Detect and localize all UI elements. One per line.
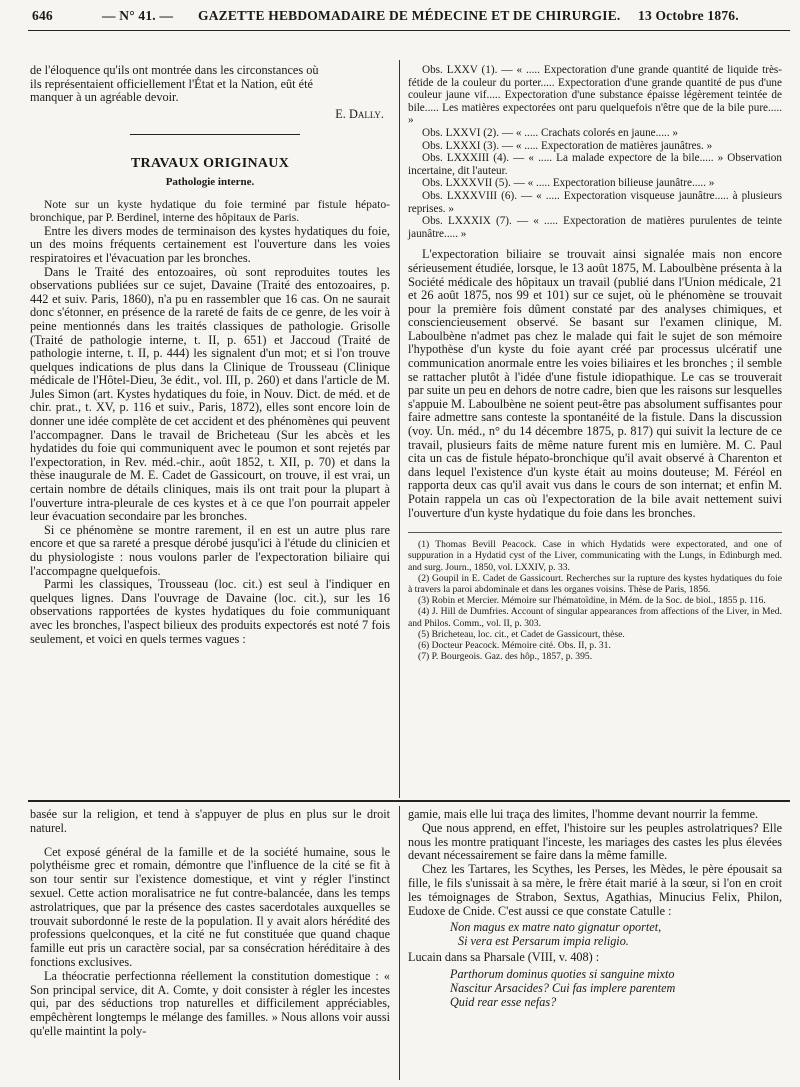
intro-line: ils représentaient officiellement l'État et la Nation, eût été	[30, 76, 313, 91]
journal-title: GAZETTE HEBDOMADAIRE DE MÉDECINE ET DE CHIRURGIE.	[198, 8, 621, 23]
article-paragraph: Dans le Traité des entozoaires, où sont reproduites toutes les observations publiées sur ce sujet, Davaine (Traité des entozoaires, p. 442 et suiv. Paris, 1860), n'a pu en rassembler que 16 cas. On ne saurait donc s'étonner, en présence de la rareté de faits de ce genre, de les voir à peine mentionnés dans les traités classiques de pathologie. Grisolle (Traité de pathologie interne, t. II, p. 651) et Jaccoud (Traité de pathologie interne, t. II, p. 444) les signalent d'un mot; et si l'on trouve quelques indications de plus dans la Clinique de Trousseau (Clinique médicale de l'Hôtel-Dieu, 3e édit., vol. III, p. 260) et dans l'article de M. Jules Simon (art. Kystes hydatiques du foie, in Nouv. Dict. de méd. et de chir. prat., t. XV, p. 116 et suiv., Paris, 1872), elles sont encore loin de donner une idée complète de cet accident et des phénomènes qui peuvent l'accompagner. Dans le travail de Bricheteau (Sur les abcès et les hydatides du foie qui communiquent avec le poumon et sont rejetés par l'expectoration, in Rev. méd.-chir., août 1852, t. XII, p. 70) et dans la thèse inaugurale de M. E. Cadet de Gassicourt, on trouve, il est vrai, un certain nombre de détails cliniques, mais ils ont trait pour la plupart à l'ouverture intra-pleurale de ces kystes et à ce que l'on pourrait appeler leur évacuation secondaire par les bronches.	[30, 264, 390, 524]
observations-list	[408, 64, 782, 240]
footnote: (2) Goupil in E. Cadet de Gassicourt. Recherches sur la rupture des kystes hydatiques du foie à travers la paroi abdominale et dans les organes voisins. Thèse de Paris, 1856.	[408, 572, 782, 595]
footnote: (1) Thomas Bevill Peacock. Case in which Hydatids were expectorated, and one of suppuration in a Hydatid cyst of the Liver, communicating with the Lungs, in Edinburgh med. and surg. Journ., 1850, vol. LXXIV, p. 33.	[408, 539, 782, 573]
article-paragraph: Si ce phénomène se montre rarement, il en est un autre plus rare encore et que sa rareté a presque dérobé jusqu'ici à l'étude du clinicien et du physiologiste : nous voulons parler de l'expectoration biliaire qui l'accompagne quelquefois.	[30, 522, 390, 578]
quote-line: Parthorum dominus quoties si sanguine mixto	[450, 967, 675, 982]
feuilleton-left	[30, 808, 390, 1039]
article-title: Note sur un kyste hydatique du foie terminé par fistule hépato-bronchique, par P. Berdinel, interne des hôpitaux de Paris.	[30, 197, 390, 225]
article-paragraph: Parmi les classiques, Trousseau (loc. cit.) est seul à l'indiquer en quelques lignes. Dans l'ouvrage de Davaine (loc. cit.), sur les 16 observations rapportées de kystes hydatiques du foie communiquant avec les bronches, l'aspect bilieux des produits expectorés est noté 7 fois seulement, et voici en quels termes vagues :	[30, 577, 390, 646]
signature: E. Dally.	[335, 106, 384, 121]
observation: Obs. LXXXIII (4). — « ..... La malade expectore de la bile..... » Observation incertaine, dit l'auteur.	[408, 152, 782, 177]
section-title: TRAVAUX ORIGINAUX	[130, 156, 290, 172]
feuilleton-paragraph: gamie, mais elle lui traça des limites, l'homme devant nourrir la femme.	[408, 807, 759, 821]
section-rule	[130, 134, 300, 135]
quote-line: Non magus ex matre nato gignatur oportet,	[450, 920, 662, 935]
feuilleton-paragraph: La théocratie perfectionna réellement la constitution domestique : « Son principal service, dit A. Comte, y doit consister à régler les incestes qui, par des séductions trop naturelles et difficilement appréciables, empêchèrent longtemps le mélange des familles. » Nous allons voir aussi qu'elle maintint la poly-	[30, 968, 390, 1038]
observation: Obs. LXXXIX (7). — « ..... Expectoration de matières purulentes de teinte jaunâtre..... »	[408, 215, 782, 240]
feuilleton-divider	[399, 806, 400, 1080]
quote-catulle	[408, 920, 782, 948]
column-divider	[399, 60, 400, 798]
page-number: 646	[32, 8, 53, 23]
article-paragraph: Entre les divers modes de terminaison des kystes hydatiques du foie, un des moins fréquents certainement est l'ouverture dans les voies respiratoires et l'évacuation par les bronches.	[30, 223, 390, 265]
issue-date: 13 Octobre 1876.	[638, 8, 739, 23]
article-paragraph: L'expectoration biliaire se trouvait ainsi signalée mais non encore sérieusement étudiée, lorsque, le 13 août 1875, M. Laboulbène présenta à la Société médicale des hôpitaux un travail (publié dans l'Union médicale, 21 et 26 août 1875, nos 99 et 101) sur ce sujet, où le phénomène se trouvait pour la première fois dûment constaté par des analyses chimiques, et consciencieusement observé. Se basant sur l'examen clinique, M. Laboulbène n'admet pas chez le malade qui fait le sujet de son mémoire l'hypothèse d'un kyste du foie ayant créé par processus ulcératif une communication anormale entre les voies biliaires et les bronches ; il semble se rattacher plutôt à l'idée d'une fistule idiopathique. Le cas se trouverait par suite un peu en dehors de notre cadre, bien que les raisons sur lesquelles s'appuie M. Laboulbène ne soient peut-être pas absolument suffisantes pour faire admettre sans conteste la spontanéité de la fistule. Dans la discussion (voy. Un. méd., n° du 14 décembre 1875, p. 817) qui suivit la lecture de ce travail, plusieurs faits de même nature furent mis en lumière. M. C. Paul cita un cas de fistule hépato-bronchique qu'il avait observé à Charenton et dans lequel l'existence d'un kyste était au moins douteuse; M. Féréol en rapporta deux cas qu'il avait vus dans le cours de son internat; et enfin M. Potain rappela un cas où l'expectoration de la bile avait nettement suivi l'ouverture d'un kyste hydatique du foie dans les bronches.	[408, 247, 782, 520]
footnote: (4) J. Hill de Dumfries. Account of singular appearances from affections of the Liver, in Med. and Philos. Comm., vol. II, p. 303.	[408, 606, 782, 629]
footnotes	[408, 532, 782, 662]
feuilleton-rule	[28, 800, 790, 802]
intro-line: de l'éloquence qu'ils ont montrée dans les circonstances où	[30, 63, 319, 77]
section-subtitle: Pathologie interne.	[165, 175, 255, 188]
footnote: (5) Bricheteau, loc. cit., et Cadet de Gassicourt, thèse.	[418, 628, 625, 640]
left-column	[30, 64, 390, 646]
footnote: (3) Robin et Mercier. Mémoire sur l'hématoïdine, in Mém. de la Soc. de biol., 1855 p. 116.	[418, 595, 766, 607]
feuilleton-paragraph: basée sur la religion, et tend à s'appuyer de plus en plus sur le droit naturel.	[30, 807, 390, 835]
issue-number: — N° 41. —	[102, 8, 174, 23]
feuilleton-right	[408, 808, 782, 1009]
lucain-line: Lucain dans sa Pharsale (VIII, v. 408) :	[408, 950, 600, 965]
feuilleton-paragraph: Que nous apprend, en effet, l'histoire sur les peuples astrolatriques? Elle nous les montre pratiquant l'inceste, les mariages des castes les plus élevées devant nécessairement se faire dans la même famille.	[408, 820, 782, 863]
observation: Obs. LXXXVII (5). — « ..... Expectoration bilieuse jaunâtre..... »	[422, 177, 715, 190]
feuilleton-paragraph: Chez les Tartares, les Scythes, les Perses, les Mèdes, le père épousait sa fille, le fils s'unissait à sa mère, le frère était marié à la sœur, si l'on en croit les témoignages de Strabon, Sextus, Agathias, Minucius Felix, Philon, Eudoxe de Cnide. C'est aussi ce que constate Catulle :	[408, 862, 782, 918]
right-column	[408, 64, 782, 662]
observation: Obs. LXXV (1). — « ..... Expectoration d'une grande quantité de liquide très-fétide de la couleur du porter..... Expectoration d'une grande quantité de pus d'une couleur jaune vif..... Expectoration d'une substance épaisse légèrement teintée de bile..... Les matières expectorées ont paru quelquefois n'être que de la bile pure..... »	[408, 64, 782, 127]
observation: Obs. LXXXI (3). — « ..... Expectoration de matières jaunâtres. »	[422, 139, 713, 152]
observation: Obs. LXXXVIII (6). — « ..... Expectoration visqueuse jaunâtre..... à plusieurs reprises. »	[408, 189, 782, 215]
page-header	[30, 8, 790, 30]
quote-line: Quid rear esse nefas?	[450, 995, 557, 1010]
header-rule	[28, 30, 790, 31]
quote-line: Si vera est Persarum impia religio.	[458, 934, 629, 949]
observation: Obs. LXXVI (2). — « ..... Crachats colorés en jaune..... »	[422, 126, 679, 139]
feuilleton-paragraph: Cet exposé général de la famille et de la société humaine, sous le polythéisme grec et romain, démontre que l'influence de la cité se fit à son tour sentir sur l'existence domestique, et vint y régler l'instinct sexuel. Cette action moralisatrice ne fut contre-balancée, dans les temps astrolatriques, que par la présence des castes sacerdotales auxquelles se trouvait subordonné le reste de la population. Il y avait alors hérédité des professions quelconques, et la cité ne fut constituée que quand chaque famille eut pris un caractère social, par sa consécration héréditaire à des fonctions exclusives.	[30, 844, 390, 969]
quote-lucain	[408, 967, 782, 1009]
intro-line: manquer à un agréable devoir.	[30, 90, 179, 105]
footnote: (6) Docteur Peacock. Mémoire cité. Obs. II, p. 31.	[418, 640, 611, 652]
quote-line: Nascitur Arsacides? Cui fas implere parentem	[450, 981, 676, 996]
footnote: (7) P. Bourgeois. Gaz. des hôp., 1857, p. 395.	[418, 651, 593, 663]
